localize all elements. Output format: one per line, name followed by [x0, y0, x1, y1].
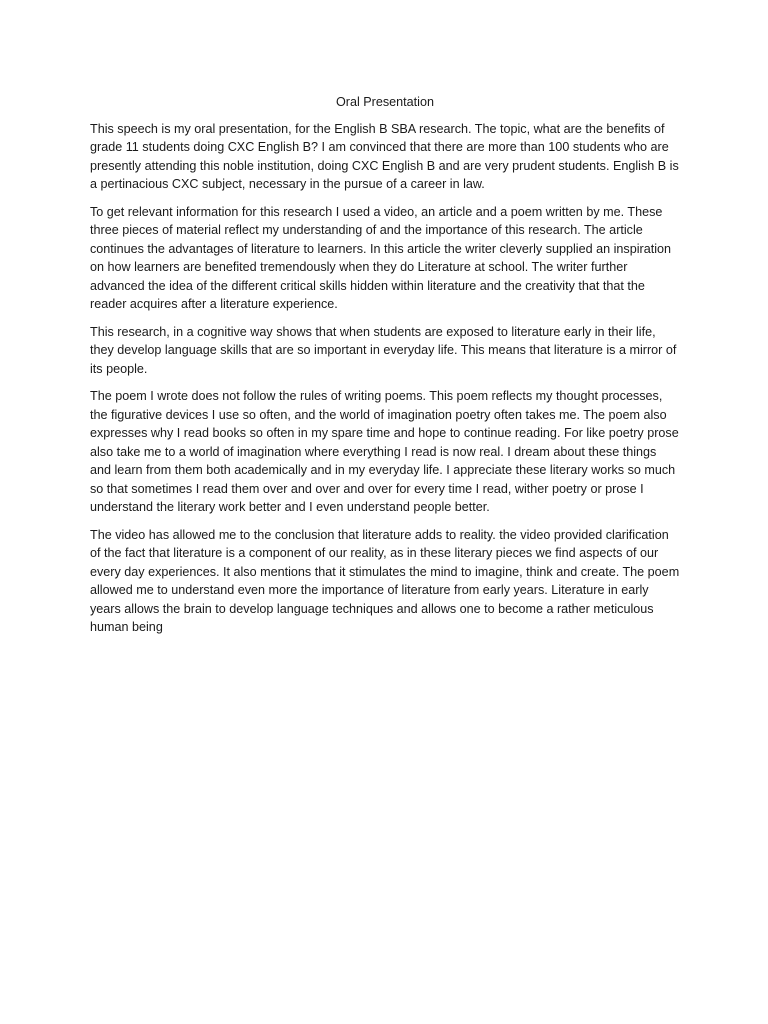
paragraph-1: This speech is my oral presentation, for the English B SBA research. The topic, what are the benefits of grade 11 students doing CXC English B? I am convinced that there are more than 100 students who are presently attending this noble institution, doing CXC English B and are very prudent students. English B is a pertinacious CXC subject, necessary in the pursue of a career in law. [90, 121, 679, 191]
document-body [90, 93, 680, 646]
paragraph-3: This research, in a cognitive way shows that when students are exposed to literature early in their life, they develop language skills that are so important in everyday life. This means that literature is a mirror of its people. [90, 324, 677, 376]
paragraph-5: The video has allowed me to the conclusion that literature adds to reality. the video provided clarification of the fact that literature is a component of our reality, as in these literary pieces we find aspects of our every day experiences. It also mentions that it stimulates the mind to imagine, think and create. The poem allowed me to understand even more the importance of literature from early years. Literature in early years allows the brain to develop language techniques and allows one to become a rather meticulous human being [90, 527, 680, 634]
paragraph-2: To get relevant information for this research I used a video, an article and a poem written by me. These three pieces of material reflect my understanding of and the importance of this research. The article continues the advantages of literature to learners. In this article the writer cleverly supplied an inspiration on how learners are benefited tremendously when they do Literature at school. The writer further advanced the idea of the different critical skills hidden within literature and the creativity that that the reader acquires after a literature experience. [90, 204, 672, 311]
paragraph-4: The poem I wrote does not follow the rules of writing poems. This poem reflects my thought processes, the figurative devices I use so often, and the world of imagination poetry often takes me. The poem also expresses why I read books so often in my spare time and hope to continue reading. For like poetry prose also take me to a world of imagination where everything I read is now real. I dream about these things and learn from them both academically and in my everyday life. I appreciate these literary works so much so that sometimes I read them over and over and over for every time I read, wither poetry or prose I understand the literary work better and I even understand people better. [90, 389, 679, 514]
document-title: Oral Presentation [335, 95, 434, 109]
